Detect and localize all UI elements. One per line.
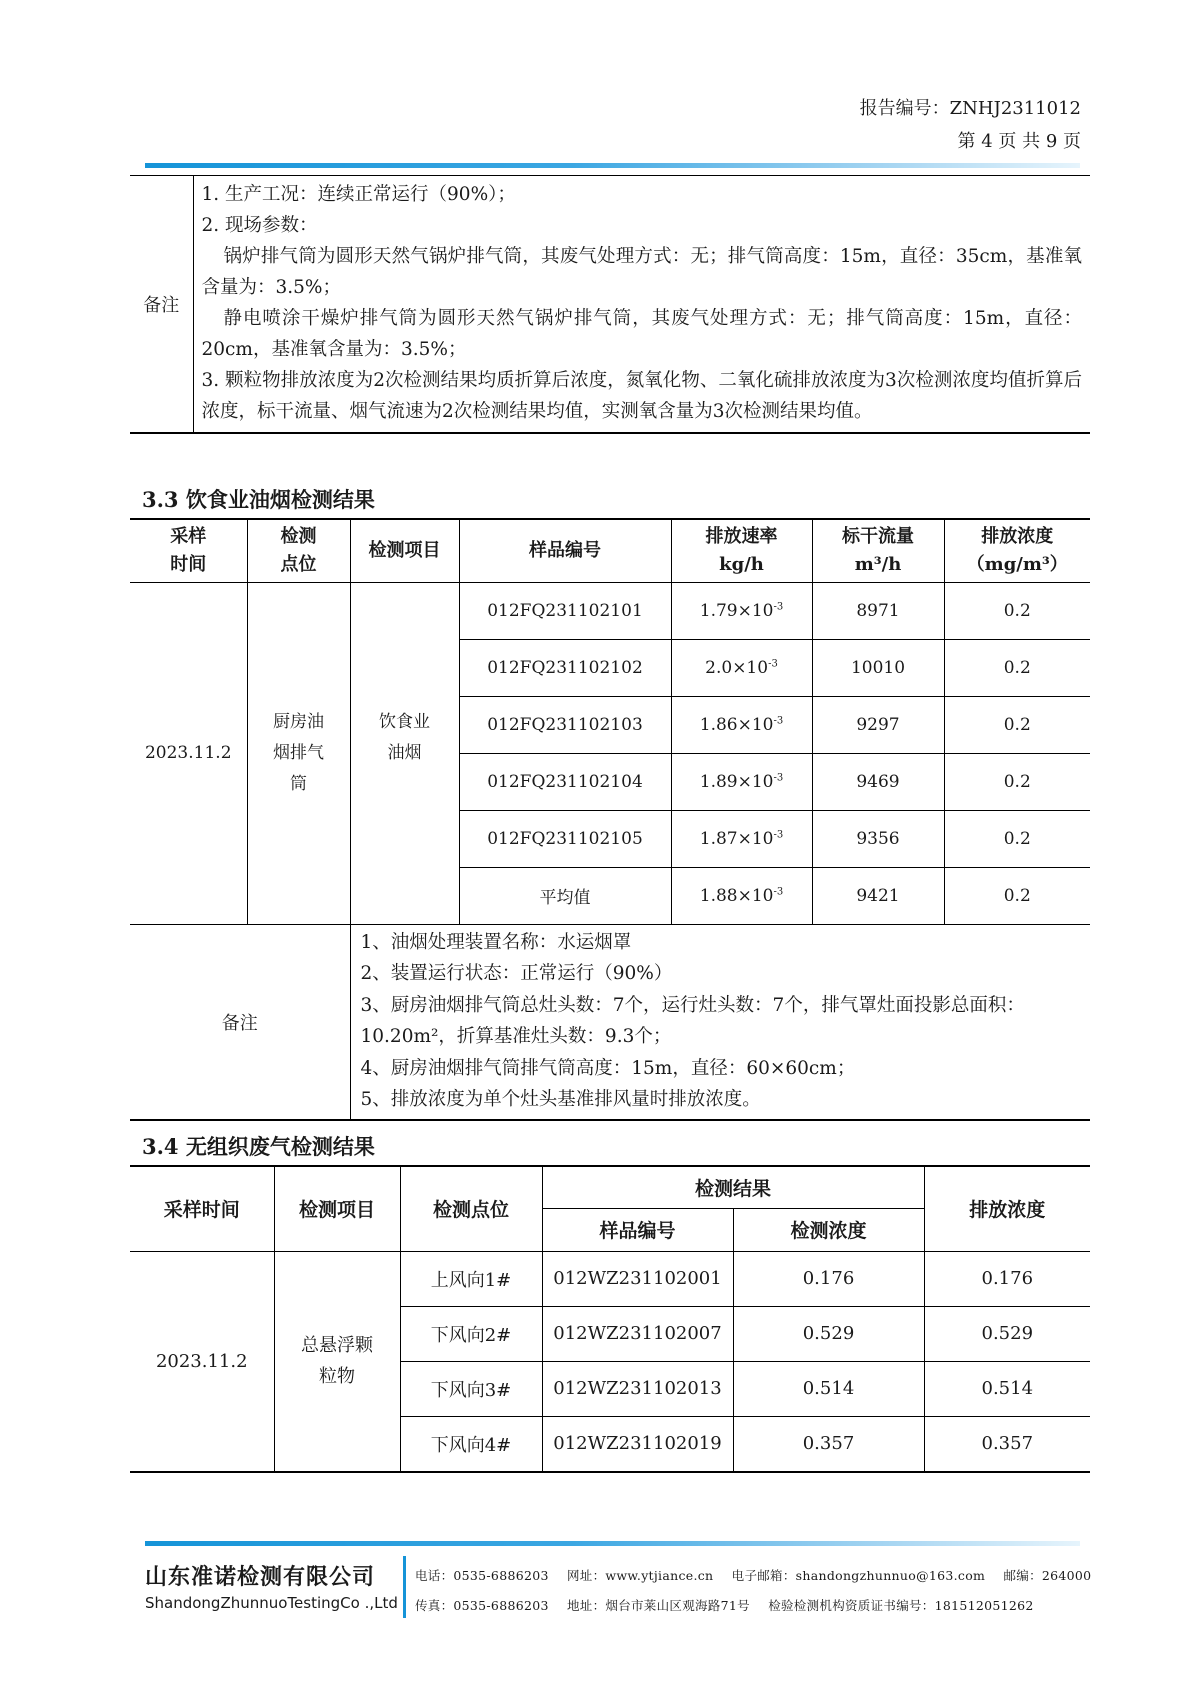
header-emission: 排放浓度 bbox=[924, 1166, 1090, 1251]
remark-line: 2、装置运行状态：正常运行（90%） bbox=[360, 963, 673, 984]
remark-line: 2. 现场参数： bbox=[201, 215, 318, 236]
header-point: 检测点位 bbox=[400, 1166, 542, 1251]
header-item: 检测项目 bbox=[350, 519, 459, 582]
footer-phone: 电话：0535-6886203 bbox=[415, 1568, 549, 1583]
kitchen-fume-table bbox=[130, 518, 1090, 1121]
emission-rate: $1.86\times 10^{-3}$ bbox=[671, 696, 812, 753]
footer-certificate: 检验检测机构资质证书编号：181512051262 bbox=[768, 1598, 1034, 1613]
sample-average-label: 平均值 bbox=[459, 867, 671, 924]
flow-value: 9356 bbox=[812, 810, 944, 867]
emission-value: 0.514 bbox=[924, 1361, 1090, 1416]
conc-value: 0.2 bbox=[944, 867, 1090, 924]
header-conc: 检测浓度 bbox=[733, 1208, 924, 1251]
report-number: 报告编号：ZNHJ2311012 bbox=[859, 98, 1081, 119]
page-number: 第 4 页 共 9 页 bbox=[957, 131, 1081, 152]
header-divider bbox=[145, 163, 1080, 168]
flow-value: 9297 bbox=[812, 696, 944, 753]
remark-line: 3、厨房油烟排气筒总灶头数：7个，运行灶头数：7个，排气罩灶面投影总面积：10.20m²，折算基准灶头数：9.3个； bbox=[360, 994, 1025, 1047]
remark-line: 3. 颗粒物排放浓度为2次检测结果均质折算后浓度，氮氧化物、二氧化硫排放浓度为3次检测浓度均值折算后浓度，标干流量、烟气流速为2次检测结果均值，实测氧含量为3次检测结果均值。 bbox=[201, 370, 1082, 422]
header-flow: 标干流量 m³/h bbox=[812, 519, 944, 582]
header-sample: 样品编号 bbox=[542, 1208, 733, 1251]
footer-address: 地址：烟台市莱山区观海路71号 bbox=[567, 1598, 750, 1613]
flow-value: 9469 bbox=[812, 753, 944, 810]
header-result: 检测结果 bbox=[542, 1166, 924, 1208]
sample-id: 012FQ231102104 bbox=[459, 753, 671, 810]
fugitive-gas-table bbox=[130, 1165, 1090, 1473]
remark-line: 1. 生产工况：连续正常运行（90%）； bbox=[201, 184, 516, 205]
conc-value: 0.2 bbox=[944, 582, 1090, 639]
remark-line: 1、油烟处理装置名称：水运烟罩 bbox=[360, 931, 632, 953]
flow-value: 9421 bbox=[812, 867, 944, 924]
remark-line: 4、厨房油烟排气筒排气筒高度：15m，直径：60×60cm； bbox=[360, 1057, 856, 1079]
conc-value: 0.176 bbox=[733, 1251, 924, 1306]
footer-address-line bbox=[415, 1596, 1048, 1614]
conc-value: 0.529 bbox=[733, 1306, 924, 1361]
sample-id: 012FQ231102102 bbox=[459, 639, 671, 696]
conc-value: 0.2 bbox=[944, 639, 1090, 696]
sample-id: 012WZ231102013 bbox=[542, 1361, 733, 1416]
sampling-point: 下风向3# bbox=[400, 1361, 542, 1416]
sampling-point: 上风向1# bbox=[400, 1251, 542, 1306]
flow-value: 10010 bbox=[812, 639, 944, 696]
footer-divider-bar bbox=[145, 1541, 1080, 1546]
conc-value: 0.357 bbox=[733, 1416, 924, 1472]
emission-rate: $2.0\times 10^{-3}$ bbox=[671, 639, 812, 696]
sampling-date: 2023.11.2 bbox=[130, 582, 247, 924]
sample-id: 012WZ231102019 bbox=[542, 1416, 733, 1472]
page-footer bbox=[145, 1552, 1092, 1622]
remarks-body bbox=[350, 924, 1090, 1120]
footer-fax: 传真：0535-6886203 bbox=[415, 1598, 549, 1613]
footer-website: 网址：www.ytjiance.cn bbox=[567, 1568, 714, 1583]
section-title-fugitive-gas: 3.4 无组织废气检测结果 bbox=[142, 1134, 375, 1159]
conc-value: 0.2 bbox=[944, 753, 1090, 810]
header-rate: 排放速率 kg/h bbox=[671, 519, 812, 582]
conc-value: 0.2 bbox=[944, 696, 1090, 753]
remarks-table-boiler bbox=[130, 175, 1090, 434]
conc-value: 0.514 bbox=[733, 1361, 924, 1416]
sample-id: 012WZ231102001 bbox=[542, 1251, 733, 1306]
emission-value: 0.176 bbox=[924, 1251, 1090, 1306]
emission-rate: $1.79\times 10^{-3}$ bbox=[671, 582, 812, 639]
company-name-en: ShandongZhunnuoTestingCo .,Ltd bbox=[145, 1594, 398, 1612]
remark-line: 锅炉排气筒为圆形天然气锅炉排气筒，其废气处理方式：无；排气筒高度：15m，直径：35cm，基准氧含量为：3.5%； bbox=[201, 246, 1082, 298]
flow-value: 8971 bbox=[812, 582, 944, 639]
sample-id: 012FQ231102103 bbox=[459, 696, 671, 753]
header-time: 采样时间 bbox=[130, 1166, 274, 1251]
sampling-date: 2023.11.2 bbox=[130, 1251, 274, 1472]
remark-line: 静电喷涂干燥炉排气筒为圆形天然气锅炉排气筒，其废气处理方式：无；排气筒高度：15m，直径：20cm，基准氧含量为：3.5%； bbox=[201, 308, 1082, 360]
sample-id: 012FQ231102101 bbox=[459, 582, 671, 639]
emission-value: 0.357 bbox=[924, 1416, 1090, 1472]
header-point: 检测 点位 bbox=[247, 519, 350, 582]
header-time: 采样 时间 bbox=[130, 519, 247, 582]
emission-rate: $1.87\times 10^{-3}$ bbox=[671, 810, 812, 867]
sample-id: 012WZ231102007 bbox=[542, 1306, 733, 1361]
emission-rate: $1.89\times 10^{-3}$ bbox=[671, 753, 812, 810]
header-sample: 样品编号 bbox=[459, 519, 671, 582]
remarks-body bbox=[193, 176, 1090, 434]
remark-line: 5、排放浓度为单个灶头基准排风量时排放浓度。 bbox=[360, 1089, 761, 1110]
footer-email: 电子邮箱：shandongzhunnuo@163.com bbox=[731, 1568, 986, 1583]
footer-vertical-divider bbox=[403, 1556, 406, 1618]
test-item: 饮食业 油烟 bbox=[350, 582, 459, 924]
header-item: 检测项目 bbox=[274, 1166, 400, 1251]
sample-id: 012FQ231102105 bbox=[459, 810, 671, 867]
test-item: 总悬浮颗 粒物 bbox=[274, 1251, 400, 1472]
header-conc: 排放浓度 （mg/m³） bbox=[944, 519, 1090, 582]
emission-value: 0.529 bbox=[924, 1306, 1090, 1361]
sampling-point: 厨房油 烟排气 筒 bbox=[247, 582, 350, 924]
remarks-label: 备注 bbox=[130, 176, 193, 434]
remarks-label: 备注 bbox=[130, 924, 350, 1120]
emission-rate: $1.88\times 10^{-3}$ bbox=[671, 867, 812, 924]
sampling-point: 下风向4# bbox=[400, 1416, 542, 1472]
section-title-kitchen-fume: 3.3 饮食业油烟检测结果 bbox=[142, 487, 375, 512]
footer-postcode: 邮编：264000 bbox=[1003, 1568, 1092, 1583]
footer-contact-line bbox=[415, 1566, 1105, 1584]
company-name-cn: 山东准诺检测有限公司 bbox=[145, 1565, 376, 1590]
conc-value: 0.2 bbox=[944, 810, 1090, 867]
sampling-point: 下风向2# bbox=[400, 1306, 542, 1361]
